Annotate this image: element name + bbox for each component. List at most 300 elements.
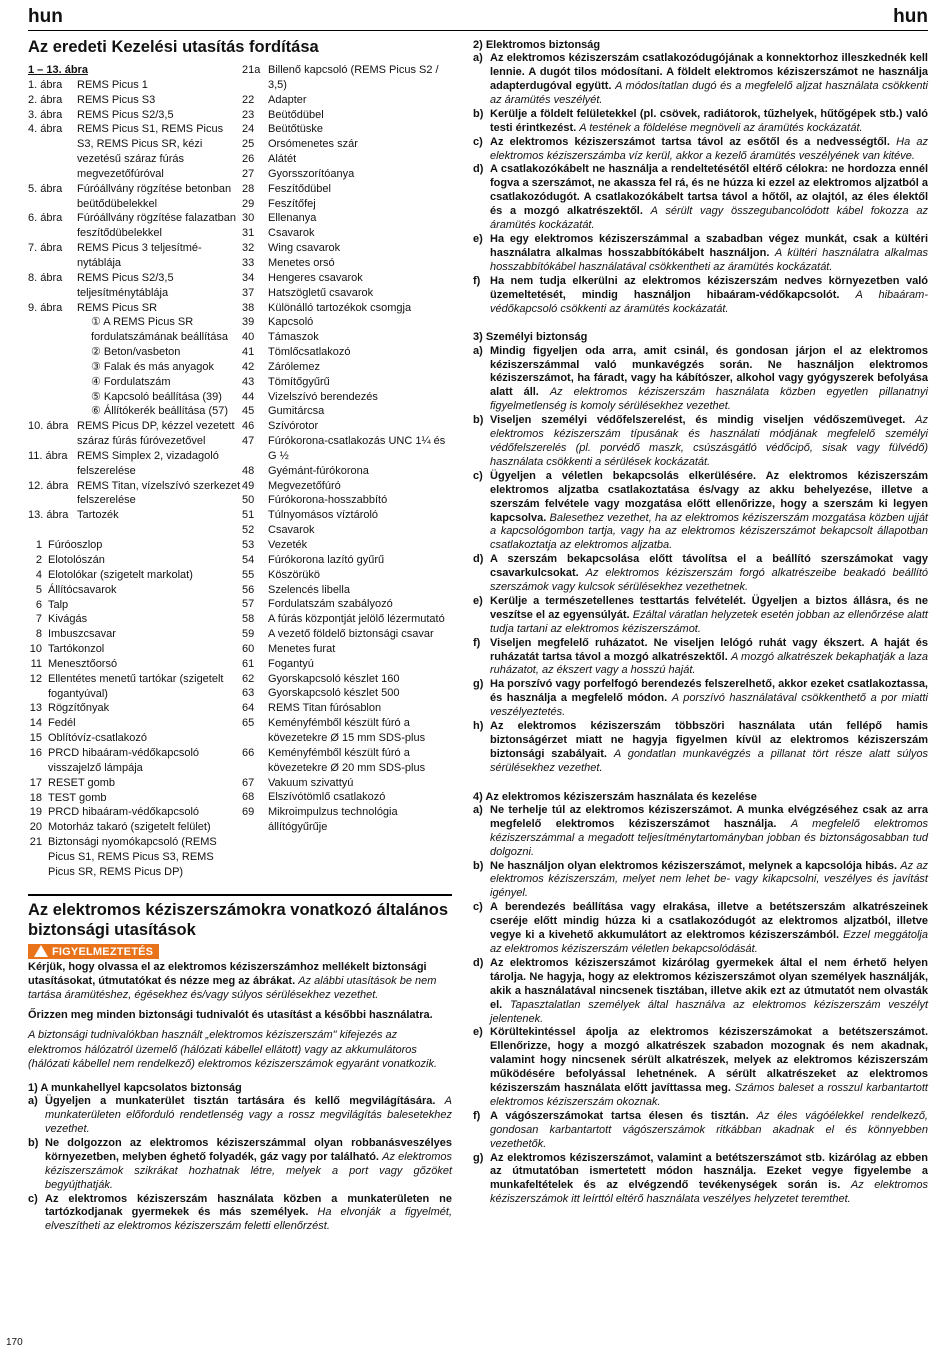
parts-list-2 — [242, 63, 452, 835]
item-text — [490, 720, 928, 776]
legend-number: 2 — [35, 554, 42, 566]
page-number: 170 — [6, 1337, 23, 1348]
item-letter: c) — [473, 135, 483, 148]
legend-text: Fordulatszám szabályozó — [268, 598, 393, 611]
safety-item — [473, 470, 928, 553]
legend-row — [242, 330, 452, 345]
legend-text: Tartókonzol — [48, 643, 105, 656]
legend-number: 38 — [242, 301, 255, 314]
legend-row — [242, 419, 452, 434]
item-bold: Ha egy elektromos kéziszerszámmal a szabadban végez munkát, csak a kültéri használatra alkalmas hosszabbítókábelt használjon. — [490, 232, 928, 259]
legend-row — [28, 538, 242, 553]
legend-row — [28, 108, 242, 123]
item-bold: Az elektromos kéziszerszámot, valamint a betétszerszámot stb. kizárólag az ebben az útmutatóban ismertetett módon használja. Ezeket vegye figyelembe a munkafeltételek és az elvégzendő tevékenységek során is. — [490, 1151, 928, 1192]
legend-row — [242, 211, 452, 226]
section-3-title: 3) Személyi biztonság — [473, 331, 588, 344]
legend-text: Imbuszcsavar — [48, 628, 116, 641]
section-2-title: 2) Elektromos biztonság — [473, 39, 601, 51]
legend-text: Elotolószán — [48, 554, 105, 566]
legend-text: Gyorskapcsoló készlet 500 — [268, 687, 400, 700]
legend-row — [242, 672, 452, 687]
legend-row — [242, 93, 452, 108]
legend-text: Állítócsavarok — [48, 583, 117, 596]
legend-text: Vizelszívó berendezés — [268, 390, 378, 403]
legend-number: 62 — [242, 672, 255, 685]
item-bold: A csatlakozókábelt ne használja a rendeltetésétől eltérő célokra: ne hordozza ennél fogva a szerszámot, ne akassza fel rá, és ne húzza ki ezzel az elektromos aljzatból a csatlakozódugót. A csatlakozókábelt tartsa távol a hőtől, az olajtól, az éles élektől és a mozgó alkatrészektől. — [490, 163, 928, 218]
legend-text: Rögzítőnyak — [48, 702, 110, 715]
section-2-items — [473, 52, 928, 316]
legend-number: 34 — [242, 271, 255, 284]
item-letter: d) — [473, 163, 484, 176]
legend-number: 16 — [29, 746, 42, 759]
legend-number: 14 — [29, 717, 42, 730]
legend-number: 7 — [35, 613, 42, 626]
item-italic: Ha az elektromos kéziszerszámba víz kerül, akkor a kezelő áramütés veszélyének van kitéve. — [490, 135, 928, 162]
legend-row — [242, 241, 452, 256]
warning-badge — [28, 944, 159, 959]
legend-text: PRCD hibaáram-védőkapcsoló visszajelző lámpája — [48, 746, 200, 774]
legend-text: REMS Picus S2/3,5 — [77, 108, 174, 121]
item-letter: e) — [473, 594, 483, 607]
item-italic: A testének a földelése megnöveli az áramütés kockázatát. — [579, 121, 863, 134]
legend-text: REMS Picus SR — [77, 301, 158, 314]
item-letter: e) — [473, 1026, 483, 1039]
legend-text: Ellenanya — [268, 212, 317, 225]
legend-number: 65 — [242, 717, 255, 730]
item-bold: Az elektromos kéziszerszám csatlakozódugójának a konnektorhoz illeszkednék kell lennie. A dugót tilos módosítani. A földelt elektromos kéziszerszámot ne használja adapterdugóval együtt. — [490, 52, 928, 93]
item-text — [490, 901, 928, 957]
item-letter: e) — [473, 232, 483, 245]
legend-row — [242, 716, 452, 746]
left-column — [28, 38, 452, 1234]
item-text — [490, 136, 928, 164]
legend-row — [28, 449, 242, 479]
legend-number: 69 — [242, 806, 255, 819]
legend-number: 33 — [242, 256, 255, 269]
legend-number: 12. ábra — [28, 479, 69, 492]
legend-number: 54 — [242, 553, 255, 566]
legend-number: 53 — [242, 539, 255, 551]
legend-row — [242, 597, 452, 612]
legend-number: 13 — [29, 702, 42, 715]
figure-list-2 — [28, 419, 242, 523]
legend-subrow — [28, 375, 242, 390]
legend-row — [242, 523, 452, 538]
legend-text: Motorház takaró (szigetelt felület) — [48, 821, 211, 834]
legend-number: 68 — [242, 791, 255, 804]
item-italic: A hibaáram-védőkapcsoló csökkenti az áramütés kockázatát. — [490, 288, 929, 315]
legend-text: Fogantyú — [268, 657, 314, 670]
item-letter: f) — [473, 1109, 481, 1122]
item-text — [490, 678, 928, 720]
legend-text: Wing csavarok — [268, 242, 341, 255]
legend-number: 18 — [29, 791, 42, 804]
item-italic: Ezáltal váratlan helyzetek esetén jobban az ellenőrzése alatt tudja tartani az elektromos kéziszerszámot. — [490, 608, 928, 635]
item-bold: A vágószerszámokat tartsa élesen és tisztán. — [490, 1109, 749, 1122]
legend-row — [242, 375, 452, 390]
legend-number: 6. ábra — [28, 212, 63, 225]
legend-row — [242, 434, 452, 464]
legend-number: 10 — [29, 643, 42, 656]
legend-number: 2. ábra — [28, 93, 63, 106]
item-text — [45, 1137, 452, 1193]
item-text — [490, 637, 928, 679]
legend-number: 59 — [242, 628, 255, 641]
legend-spacer — [28, 375, 77, 390]
page-title: Az eredeti Kezelési utasítás fordítása — [28, 38, 319, 56]
legend-number: 7. ábra — [28, 242, 63, 255]
legend-spacer — [28, 345, 77, 360]
legend-number: 20 — [29, 821, 42, 834]
safety-item — [473, 1152, 928, 1208]
legend-number: 32 — [242, 242, 255, 255]
safety-item — [473, 957, 928, 1027]
legend-row — [242, 790, 452, 805]
item-text — [490, 1026, 928, 1109]
legend-text: Biztonsági nyomókapcsoló (REMS Picus S1, REMS Picus S3, REMS Picus SR, REMS Picus DP) — [48, 836, 217, 878]
section-1-items — [28, 1095, 452, 1234]
legend-header: 1 – 13. ábra — [28, 64, 88, 76]
safety-item — [473, 595, 928, 637]
item-italic: Az elektromos kéziszerszám típusának és használati módjának megfelelő személyi védőfelszerelés (pl. porvédő maszk, csúszásgátló védőcipő, sisak vagy fülvédő) használata csökkenti a sérülések kockázatát. — [490, 414, 928, 468]
item-text — [490, 860, 928, 902]
legend-text: Tömítőgyűrű — [268, 375, 330, 388]
legend-row — [242, 152, 452, 167]
legend-number: 49 — [242, 479, 255, 492]
legend-number: 42 — [242, 360, 255, 373]
item-text — [490, 275, 928, 317]
legend-row — [242, 167, 452, 182]
item-letter: c) — [28, 1192, 38, 1205]
legend-subtext: ④ Fordulatszám — [91, 375, 171, 388]
legend-row — [28, 731, 242, 746]
legend-row — [242, 686, 452, 701]
legend-row — [28, 776, 242, 791]
safety-item — [473, 414, 928, 470]
keep-instructions: Őrizzen meg minden biztonsági tudnivalót és utasítást a későbbi használatra. — [28, 1009, 433, 1022]
legend-text: RESET gomb — [48, 776, 116, 789]
legend-row — [242, 301, 452, 316]
item-italic: Ha elvonják a figyelmét, elveszítheti az elektromos kéziszerszám feletti ellenőrzést. — [45, 1206, 452, 1233]
item-italic: A mozgó alkatrészek bekaphatják a laza ruházatot, az ékszert vagy a hosszú haját. — [490, 650, 928, 677]
legend-text: Tartozék — [77, 509, 119, 522]
legend-row — [28, 805, 242, 820]
item-italic: A kültéri használatra alkalmas hosszabbítókábel használatával csökkentheti az áramütés kockázatát. — [490, 246, 928, 273]
item-letter: d) — [473, 553, 484, 566]
item-italic: A módosítatlan dugó és a megfelelő aljzat használata csökkenti az áramütés veszélyét. — [490, 80, 928, 106]
legend-text: REMS Picus 3 teljesítmé-nytáblája — [77, 242, 202, 269]
legend-row — [242, 137, 452, 152]
legend-number: 41 — [242, 346, 255, 359]
legend-number: 11. ábra — [28, 449, 68, 462]
safety-item — [28, 1193, 452, 1235]
safety-item — [473, 136, 928, 164]
item-italic: A megfelelő elektromos kéziszerszámmal a megadott teljesítménytartományban jobban és biztonságosabban tud dolgozni. — [490, 817, 928, 858]
legend-text: Fúróállvány rögzítése betonban beütődübelekkel — [77, 182, 232, 210]
item-italic: Tapasztalatlan személyek által használva az elektromos kéziszerszám veszélyt jelentenek. — [490, 998, 929, 1025]
legend-row — [28, 479, 242, 509]
legend-number: 43 — [242, 375, 255, 388]
legend-row — [28, 642, 242, 657]
legend-text: Menetes orsó — [268, 256, 335, 269]
legend-row — [242, 493, 452, 508]
legend-number: 19 — [29, 806, 42, 819]
legend-number: 50 — [242, 494, 255, 507]
legend-number: 12 — [29, 672, 42, 685]
legend-row — [242, 776, 452, 791]
legend-row — [28, 835, 242, 880]
legend-number: 26 — [242, 153, 255, 166]
item-bold: Ne terhelje túl az elektromos kéziszerszámot. A munka elvégzéséhez csak az arra megfelelő elektromos kéziszerszámot használja. — [490, 803, 928, 830]
item-italic: Az elektromos kéziszerszámok itt leírttól eltérő használata veszélyes helyzetet teremthet. — [490, 1179, 928, 1206]
legend-text: Orsómenetes szár — [268, 138, 358, 151]
legend-row — [242, 553, 452, 568]
legend-row — [242, 583, 452, 598]
legend-number: 56 — [242, 583, 255, 596]
item-italic: A sérült vagy összegubancolódott kábel fokozza az áramütés kockázatát. — [490, 205, 928, 232]
legend-row — [28, 301, 242, 316]
legend-row — [28, 627, 242, 642]
section-4-items — [473, 804, 928, 1207]
legend-number: 31 — [242, 227, 255, 240]
legend-text: Vezeték — [268, 539, 308, 551]
item-text — [490, 804, 928, 860]
legend-row — [242, 345, 452, 360]
legend-row — [242, 464, 452, 479]
item-text — [490, 345, 928, 415]
legend-text: Billenő kapcsoló (REMS Picus S2 / 3,5) — [268, 64, 439, 91]
safety-title: Az elektromos kéziszerszámokra vonatkozó általános biztonsági utasítások — [28, 894, 452, 940]
item-letter: b) — [28, 1136, 39, 1149]
item-letter: c) — [473, 901, 483, 914]
legend-number: 37 — [242, 286, 255, 299]
legend-number: 29 — [242, 197, 255, 210]
legend-number: 58 — [242, 613, 255, 626]
legend-text: Keményfémből készült fúró a kövezetekre Ø 15 mm SDS-plus — [268, 717, 426, 744]
legend-number: 15 — [29, 732, 42, 745]
legend-row — [242, 315, 452, 330]
legend-row — [28, 598, 242, 613]
legend-subtext: ① A REMS Picus SR fordulatszámának beállítása — [91, 316, 228, 344]
item-bold: Ha nem tudja elkerülni az elektromos kéziszerszám nedves környezetben való üzemeltetését, mindig használjon hibaáram-védőkapcsolót. — [490, 274, 928, 301]
item-bold: Az elektromos kéziszerszám többszöri használata után fellépő hamis biztonságérzet miatt ne hagyja figyelmen kívül az elektromos kéziszerszám biztonsági szabályait. — [490, 720, 928, 760]
item-bold: Kerülje a földelt felületekkel (pl. csövek, radiátorok, tűzhelyek, hűtőgépek stb.) való testi érintkezést. — [490, 107, 928, 134]
section-3-items — [473, 345, 928, 776]
legend-row — [28, 672, 242, 702]
legend-row — [242, 256, 452, 271]
legend-text: Beütődübel — [268, 108, 324, 121]
legend-row — [28, 657, 242, 672]
legend-number: 61 — [242, 657, 255, 670]
item-text — [490, 1110, 928, 1152]
legend — [28, 63, 452, 880]
legend-subrow — [28, 345, 242, 360]
legend-row — [242, 568, 452, 583]
legend-spacer — [28, 315, 77, 345]
item-letter: g) — [473, 1151, 484, 1164]
legend-subrow — [28, 390, 242, 405]
warning-icon — [34, 945, 48, 957]
legend-text: Alátét — [268, 153, 297, 166]
safety-item — [473, 163, 928, 233]
legend-text: Adapter — [268, 93, 307, 106]
legend-number: 52 — [242, 524, 255, 537]
legend-row — [28, 241, 242, 271]
legend-number: 39 — [242, 316, 255, 329]
legend-number: 1 — [35, 539, 42, 552]
legend-text: Különálló tartozékok csomgja — [268, 301, 412, 314]
item-text — [45, 1095, 452, 1137]
legend-number: 27 — [242, 167, 255, 180]
item-text — [490, 957, 928, 1027]
legend-number: 3. ábra — [28, 108, 63, 121]
item-italic: A gondatlan munkavégzés a pillanat tört része alatt súlyos sérülésekhez vezethet. — [490, 747, 928, 774]
item-letter: a) — [473, 52, 483, 65]
item-italic: Az elektromos kéziszerszám használata közben egyetlen pillanatnyi figyelmetlenség is komoly sérülésekhez vezethet. — [490, 386, 928, 413]
legend-text: Támaszok — [268, 331, 319, 344]
legend-row — [242, 538, 452, 553]
legend-text: Túlnyomásos víztároló — [268, 509, 379, 522]
legend-number: 6 — [35, 598, 42, 611]
legend-number: 60 — [242, 642, 255, 655]
safety-item — [473, 553, 928, 595]
warning-label: FIGYELMEZTETÉS — [52, 945, 154, 958]
safety-item — [473, 720, 928, 776]
legend-text: REMS Picus DP, kézzel vezetett száraz fúrás fúróvezetővel — [77, 420, 235, 448]
item-italic: A munkaterületen előforduló rendetlenség vagy a rossz megvilágítás balesetekhez vezethet. — [45, 1095, 452, 1135]
legend-number: 22 — [242, 93, 255, 106]
legend-row — [28, 211, 242, 241]
legend-row — [242, 479, 452, 494]
legend-number: 40 — [242, 331, 255, 344]
item-bold: Mindig figyeljen oda arra, amit csinál, és gondosan járjon el az elektromos kéziszerszámmal való munkavégzés során. Ne használjon elektromos kéziszerszámot, ha fáradt, vagy ha kábítószer, alkohol vagy gyógyszerek befolyása alatt áll. — [490, 344, 928, 399]
item-text — [490, 233, 928, 275]
safety-item — [473, 108, 928, 136]
item-text — [490, 52, 928, 108]
legend-row — [242, 404, 452, 419]
legend-number: 4. ábra — [28, 123, 63, 136]
item-letter: b) — [473, 414, 484, 427]
item-italic: A porszívó használatával csökkenthető a por miatti veszélyeztetés. — [490, 692, 928, 719]
legend-number: 28 — [242, 182, 255, 195]
legend-text: Gyorskapcsoló készlet 160 — [268, 672, 400, 685]
safety-item — [473, 345, 928, 415]
legend-row — [242, 746, 452, 776]
legend-text: Beütőtüske — [268, 123, 324, 136]
legend-subtext: ② Beton/vasbeton — [91, 346, 181, 359]
legend-number: 4 — [35, 568, 42, 581]
figure9-sublist — [28, 315, 242, 419]
legend-row — [242, 508, 452, 523]
item-bold: A szerszám bekapcsolása előtt távolítsa el a beállító szerszámokat vagy csavarkulcsokat. — [490, 553, 928, 580]
legend-number: 45 — [242, 405, 255, 418]
safety-item — [473, 901, 928, 957]
item-bold: Ha porszívó vagy porfelfogó berendezés felszerelhető, akkor ezeket csatlakoztassa, és használja a megfelelő módon. — [490, 678, 928, 705]
section-4-title: 4) Az elektromos kéziszerszám használata és kezelése — [473, 790, 757, 803]
legend-text: Vakuum szivattyú — [268, 776, 354, 789]
legend-text: Elotolókar (szigetelt markolat) — [48, 568, 193, 581]
item-italic: Az az elektromos kéziszerszám, melyet nem lehet be- vagy kikapcsolni, veszélyes és javítást igényel. — [490, 859, 928, 900]
legend-number: 51 — [242, 509, 255, 522]
legend-number: 64 — [242, 702, 255, 715]
legend-text: Megvezetőfúró — [268, 479, 341, 492]
legend-row — [242, 627, 452, 642]
item-italic: Számos baleset a rosszul karbantartott elektromos kéziszerszám okoznak. — [490, 1082, 928, 1108]
legend-text: Fúróoszlop — [48, 539, 103, 552]
figure-list — [28, 78, 242, 316]
legend-number: 24 — [242, 123, 255, 136]
legend-number: 5 — [35, 583, 42, 596]
legend-text: Hatszögletű csavarok — [268, 286, 374, 299]
legend-row — [242, 642, 452, 657]
legend-number: 66 — [242, 746, 255, 759]
section-1-title: 1) A munkahellyel kapcsolatos biztonság — [28, 1081, 242, 1094]
legend-number: 17 — [29, 776, 42, 789]
safety-item — [473, 1110, 928, 1152]
legend-number: 21a — [242, 64, 261, 76]
item-letter: f) — [473, 274, 481, 287]
legend-number: 57 — [242, 598, 255, 611]
legend-row — [242, 805, 452, 835]
legend-col-1 — [28, 63, 242, 880]
legend-number: 8 — [35, 628, 42, 641]
legend-text: Szívórotor — [268, 420, 319, 433]
legend-text: TEST gomb — [48, 791, 107, 804]
item-bold: Ügyeljen a véletlen bekapcsolás elkerülésére. Az elektromos kéziszerszám elektromos aljzatba csatlakoztatása és/vagy az akku behelyezése, illetve a szerszám felvétele vagy mozgatása előtt ellenőrizze, hogy a szerszám ki legyen kapcsolva. — [490, 469, 928, 524]
item-bold: Ne használjon olyan elektromos kéziszerszámot, melynek a kapcsolója hibás. — [490, 859, 897, 872]
item-text — [490, 553, 928, 595]
item-text — [45, 1193, 452, 1235]
legend-number: 55 — [242, 568, 255, 581]
safety-item — [473, 233, 928, 275]
legend-spacer — [28, 360, 77, 375]
item-bold: Ne dolgozzon az elektromos kéziszerszámmal olyan robbanásveszélyes környezetben, melyben éghető folyadék, gáz vagy por található. — [45, 1136, 452, 1163]
legend-row — [28, 271, 242, 301]
legend-text: Oblítóvíz-csatlakozó — [48, 732, 148, 745]
legend-number: 9. ábra — [28, 301, 63, 314]
item-bold: Viseljen személyi védőfelszerelést, és mindig viseljen védőszemüveget. — [490, 414, 906, 427]
item-letter: f) — [473, 636, 481, 649]
legend-row — [28, 568, 242, 583]
legend-row — [242, 197, 452, 212]
legend-number: 5. ábra — [28, 182, 63, 195]
legend-number: 10. ábra — [28, 420, 69, 433]
legend-number: 11 — [30, 657, 42, 670]
legend-text: REMS Titan fúrósablon — [268, 702, 382, 715]
item-bold: Az elektromos kéziszerszámot tartsa távol az esőtől és a nedvességtől. — [490, 135, 890, 148]
legend-text: Köszörükö — [268, 568, 320, 581]
legend-text: Gyémánt-fúrókorona — [268, 464, 369, 477]
item-bold: Kerülje a természetellenes testtartás felvételét. Ügyeljen a biztos állásra, és ne veszítse el az egyensúlyát. — [490, 594, 928, 621]
legend-subtext: ③ Falak és más anyagok — [91, 360, 214, 373]
legend-row — [28, 612, 242, 627]
legend-text: A fúrás központját jelölő lézermutató — [268, 613, 445, 626]
legend-row — [28, 820, 242, 835]
safety-item — [28, 1137, 452, 1193]
legend-row — [28, 419, 242, 449]
item-bold: Viseljen megfelelő ruházatot. Ne viseljen lelógó ruhát vagy ékszert. A haját és ruházatát tartsa távol a mozgó alkatrészektől. — [490, 636, 928, 663]
item-letter: b) — [473, 859, 484, 872]
safety-item — [473, 637, 928, 679]
legend-subrow — [28, 404, 242, 419]
legend-col-2 — [242, 63, 452, 880]
legend-row — [28, 122, 242, 181]
item-letter: h) — [473, 720, 484, 733]
item-letter: c) — [473, 469, 483, 482]
legend-row — [242, 122, 452, 137]
right-column — [473, 38, 928, 1207]
legend-row — [28, 701, 242, 716]
